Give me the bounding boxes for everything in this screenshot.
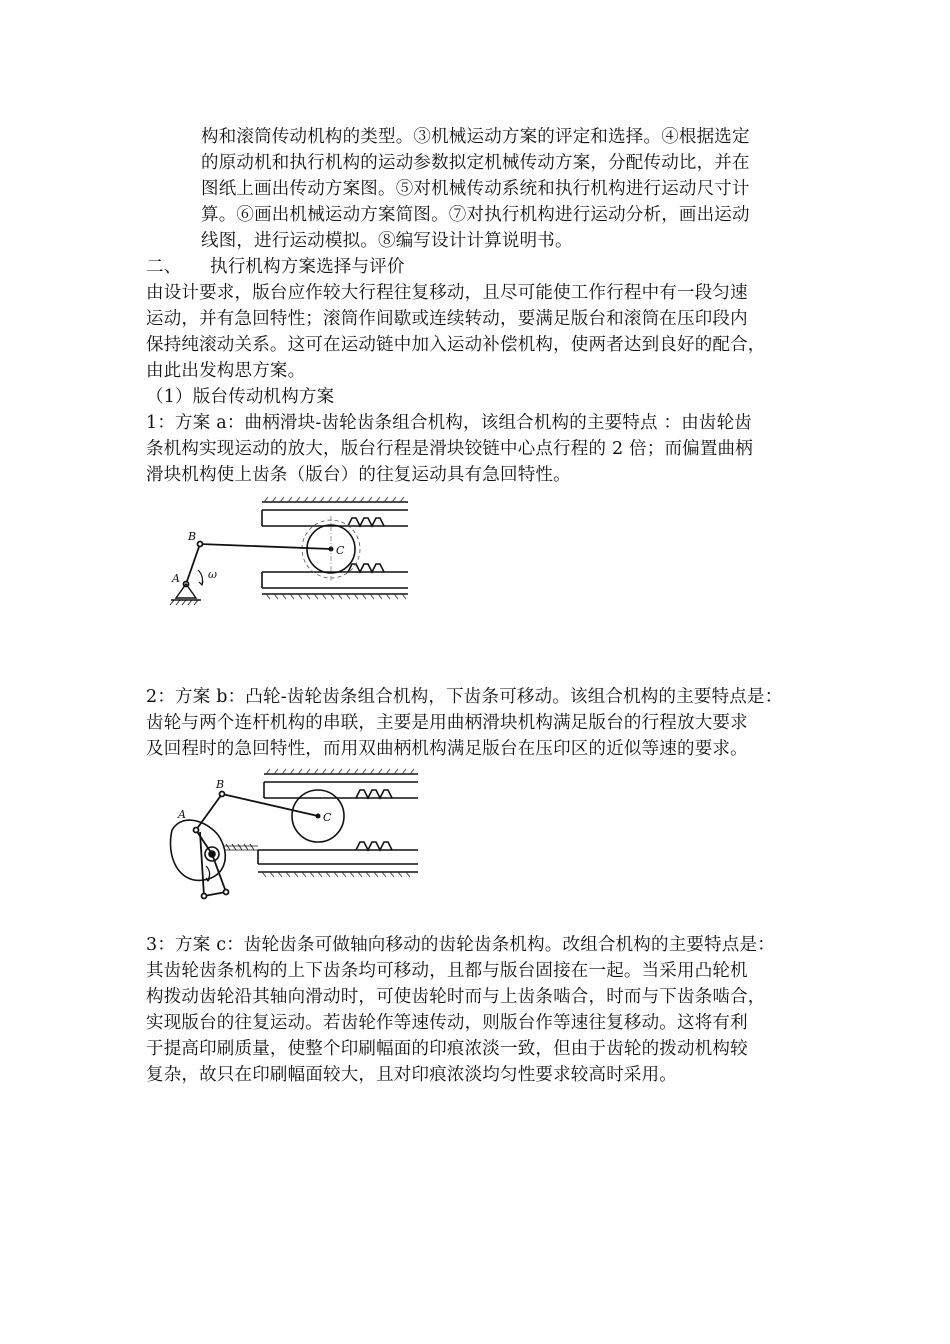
text-line: 2：方案 b：凸轮-齿轮齿条组合机构，下齿条可移动。该组合机构的主要特点是： (146, 687, 783, 707)
section-heading (146, 254, 405, 280)
text-line: 实现版台的往复运动。若齿轮作等速传动，则版台作等速往复移动。这将有利 (146, 1013, 748, 1033)
text-line: 构和滚筒传动机构的类型。③机械运动方案的评定和选择。④根据选定 (201, 127, 750, 147)
text-line: 线图，进行运动模拟。⑧编写设计计算说明书。 (201, 231, 573, 251)
mechanism-diagram-a (168, 496, 410, 618)
text-line: 条机构实现运动的放大，版台行程是滑块铰链中心点行程的 2 倍；而偏置曲柄 (146, 439, 753, 459)
subsection-heading: （1）版台传动机构方案 (146, 387, 335, 407)
label-a: A (172, 572, 180, 585)
section-title: 执行机构方案选择与评价 (210, 257, 405, 277)
label-omega: ω (208, 568, 217, 581)
text-line: 于提高印刷质量，使整个印刷幅面的印痕浓淡一致，但由于齿轮的拨动机构较 (146, 1039, 748, 1059)
intro-paragraph (201, 124, 811, 254)
scheme-c-paragraph (146, 932, 826, 1088)
text-line: 3：方案 c：齿轮齿条可做轴向移动的齿轮齿条机构。改组合机构的主要特点是： (146, 935, 775, 955)
scheme-a-paragraph (146, 410, 826, 488)
upper-frame (264, 769, 418, 774)
text-line: 构拨动齿轮沿其轴向滑动时，可使齿轮时而与上齿条啮合，时而与下齿条啮合， (146, 987, 766, 1007)
scheme-a-figure (168, 496, 410, 618)
section-intro-paragraph (146, 280, 826, 384)
cam (170, 820, 258, 880)
scheme-b-figure (160, 766, 422, 902)
text-line: 其齿轮齿条机构的上下齿条均可移动，且都与版台固接在一起。当采用凸轮机 (146, 961, 748, 981)
label-b: B (216, 778, 225, 791)
text-line: 及回程时的急回特性，而用双曲柄机构满足版台在压印区的近似等速的要求。 (146, 739, 748, 759)
scheme-b-paragraph (146, 684, 826, 762)
section-number: 二、 (146, 257, 182, 277)
text-line: 保持纯滚动关系。这可在运动链中加入运动补偿机构，使两者达到良好的配合， (146, 335, 766, 355)
text-line: 齿轮与两个连杆机构的串联，主要是用曲柄滑块机构满足版台的行程放大要求 (146, 713, 748, 733)
label-c: C (336, 544, 345, 557)
text-line: 的原动机和执行机构的运动参数拟定机械传动方案，分配传动比，并在 (201, 153, 750, 173)
text-line: 复杂，故只在印刷幅面较大，且对印痕浓淡均匀性要求较高时采用。 (146, 1065, 677, 1085)
text-line: 由此出发构思方案。 (146, 361, 306, 381)
upper-rack (262, 510, 408, 526)
upper-frame (262, 497, 408, 502)
text-line: 运动，并有急回特性；滚筒作间歇或连续转动，要满足版台和滚筒在压印段内 (146, 309, 748, 329)
upper-rack (264, 782, 418, 798)
crank-linkage (194, 792, 319, 899)
text-line: 滑块机构使上齿条（版台）的往复运动具有急回特性。 (146, 465, 571, 485)
text-line: 由设计要求，版台应作较大行程往复移动，且尽可能使工作行程中有一段匀速 (146, 283, 748, 303)
text-line: 算。⑥画出机械运动方案简图。⑦对执行机构进行运动分析，画出运动 (201, 205, 750, 225)
label-c: C (323, 811, 332, 824)
lower-frame (258, 872, 418, 877)
lower-rack (258, 842, 418, 864)
label-b: B (188, 530, 197, 543)
text-line: 图纸上画出传动方案图。⑤对机械传动系统和执行机构进行运动尺寸计 (201, 179, 750, 199)
text-line: 1：方案 a：曲柄滑块-齿轮齿条组合机构，该组合机构的主要特点 ：由齿轮齿 (146, 413, 753, 433)
mechanism-diagram-b (160, 766, 422, 902)
lower-rack (262, 564, 408, 588)
lower-frame (262, 594, 408, 599)
label-a: A (178, 808, 186, 821)
